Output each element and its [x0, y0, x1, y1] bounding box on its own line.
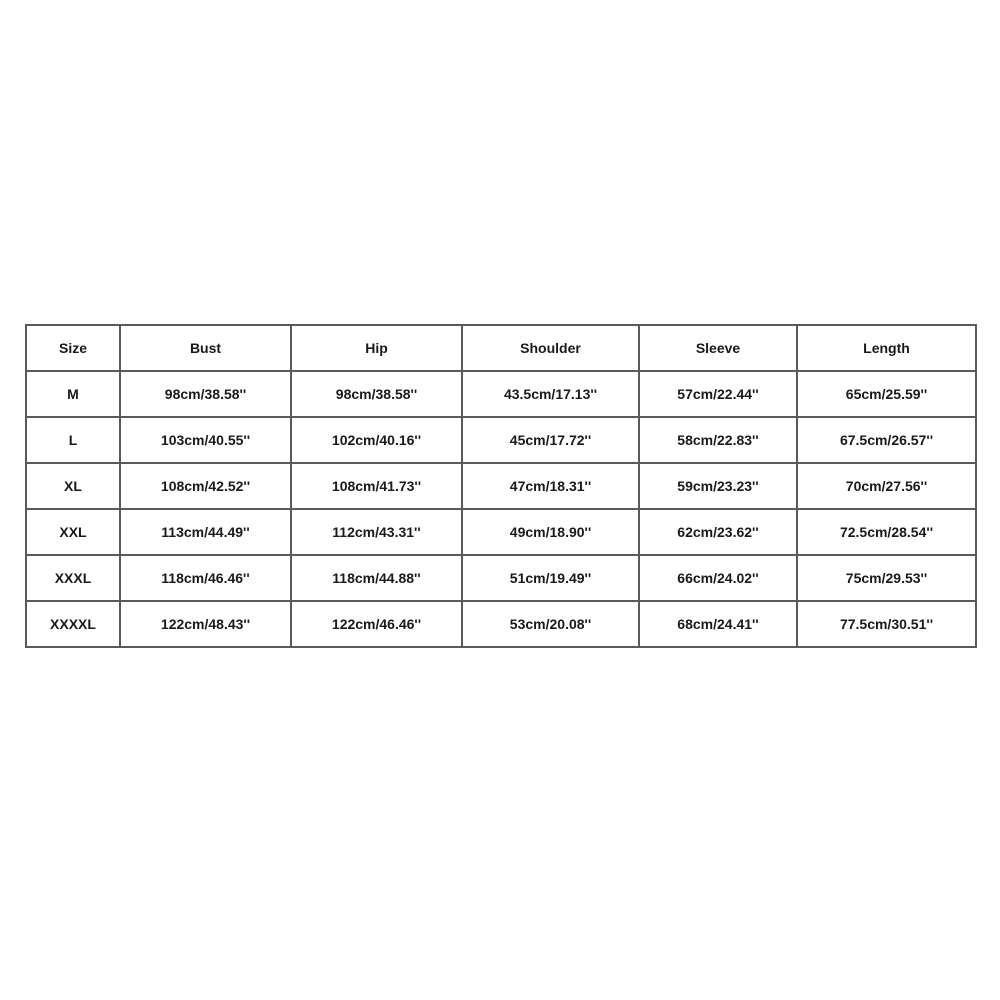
cell-length: 67.5cm/26.57'' — [797, 417, 976, 463]
cell-sleeve: 66cm/24.02'' — [639, 555, 797, 601]
cell-length: 72.5cm/28.54'' — [797, 509, 976, 555]
cell-sleeve: 58cm/22.83'' — [639, 417, 797, 463]
table-row — [26, 463, 976, 509]
size-chart-table — [25, 324, 977, 648]
cell-hip: 112cm/43.31'' — [291, 509, 462, 555]
cell-length: 77.5cm/30.51'' — [797, 601, 976, 647]
header-row — [26, 325, 976, 371]
table-row — [26, 601, 976, 647]
cell-size: XXXXL — [26, 601, 120, 647]
cell-shoulder: 53cm/20.08'' — [462, 601, 639, 647]
cell-size: XL — [26, 463, 120, 509]
cell-shoulder: 43.5cm/17.13'' — [462, 371, 639, 417]
header-shoulder: Shoulder — [462, 325, 639, 371]
cell-shoulder: 49cm/18.90'' — [462, 509, 639, 555]
cell-bust: 113cm/44.49'' — [120, 509, 291, 555]
header-size: Size — [26, 325, 120, 371]
cell-sleeve: 57cm/22.44'' — [639, 371, 797, 417]
cell-shoulder: 47cm/18.31'' — [462, 463, 639, 509]
cell-length: 70cm/27.56'' — [797, 463, 976, 509]
cell-bust: 98cm/38.58'' — [120, 371, 291, 417]
cell-sleeve: 62cm/23.62'' — [639, 509, 797, 555]
header-hip: Hip — [291, 325, 462, 371]
table-row — [26, 509, 976, 555]
cell-size: XXL — [26, 509, 120, 555]
cell-shoulder: 51cm/19.49'' — [462, 555, 639, 601]
cell-size: M — [26, 371, 120, 417]
table-row — [26, 417, 976, 463]
header-length: Length — [797, 325, 976, 371]
cell-hip: 102cm/40.16'' — [291, 417, 462, 463]
cell-hip: 108cm/41.73'' — [291, 463, 462, 509]
cell-hip: 98cm/38.58'' — [291, 371, 462, 417]
cell-bust: 118cm/46.46'' — [120, 555, 291, 601]
cell-size: L — [26, 417, 120, 463]
cell-bust: 103cm/40.55'' — [120, 417, 291, 463]
cell-sleeve: 68cm/24.41'' — [639, 601, 797, 647]
header-bust: Bust — [120, 325, 291, 371]
header-sleeve: Sleeve — [639, 325, 797, 371]
table-row — [26, 371, 976, 417]
table-row — [26, 555, 976, 601]
cell-sleeve: 59cm/23.23'' — [639, 463, 797, 509]
cell-bust: 122cm/48.43'' — [120, 601, 291, 647]
cell-length: 75cm/29.53'' — [797, 555, 976, 601]
cell-length: 65cm/25.59'' — [797, 371, 976, 417]
cell-shoulder: 45cm/17.72'' — [462, 417, 639, 463]
cell-size: XXXL — [26, 555, 120, 601]
cell-hip: 122cm/46.46'' — [291, 601, 462, 647]
cell-bust: 108cm/42.52'' — [120, 463, 291, 509]
cell-hip: 118cm/44.88'' — [291, 555, 462, 601]
